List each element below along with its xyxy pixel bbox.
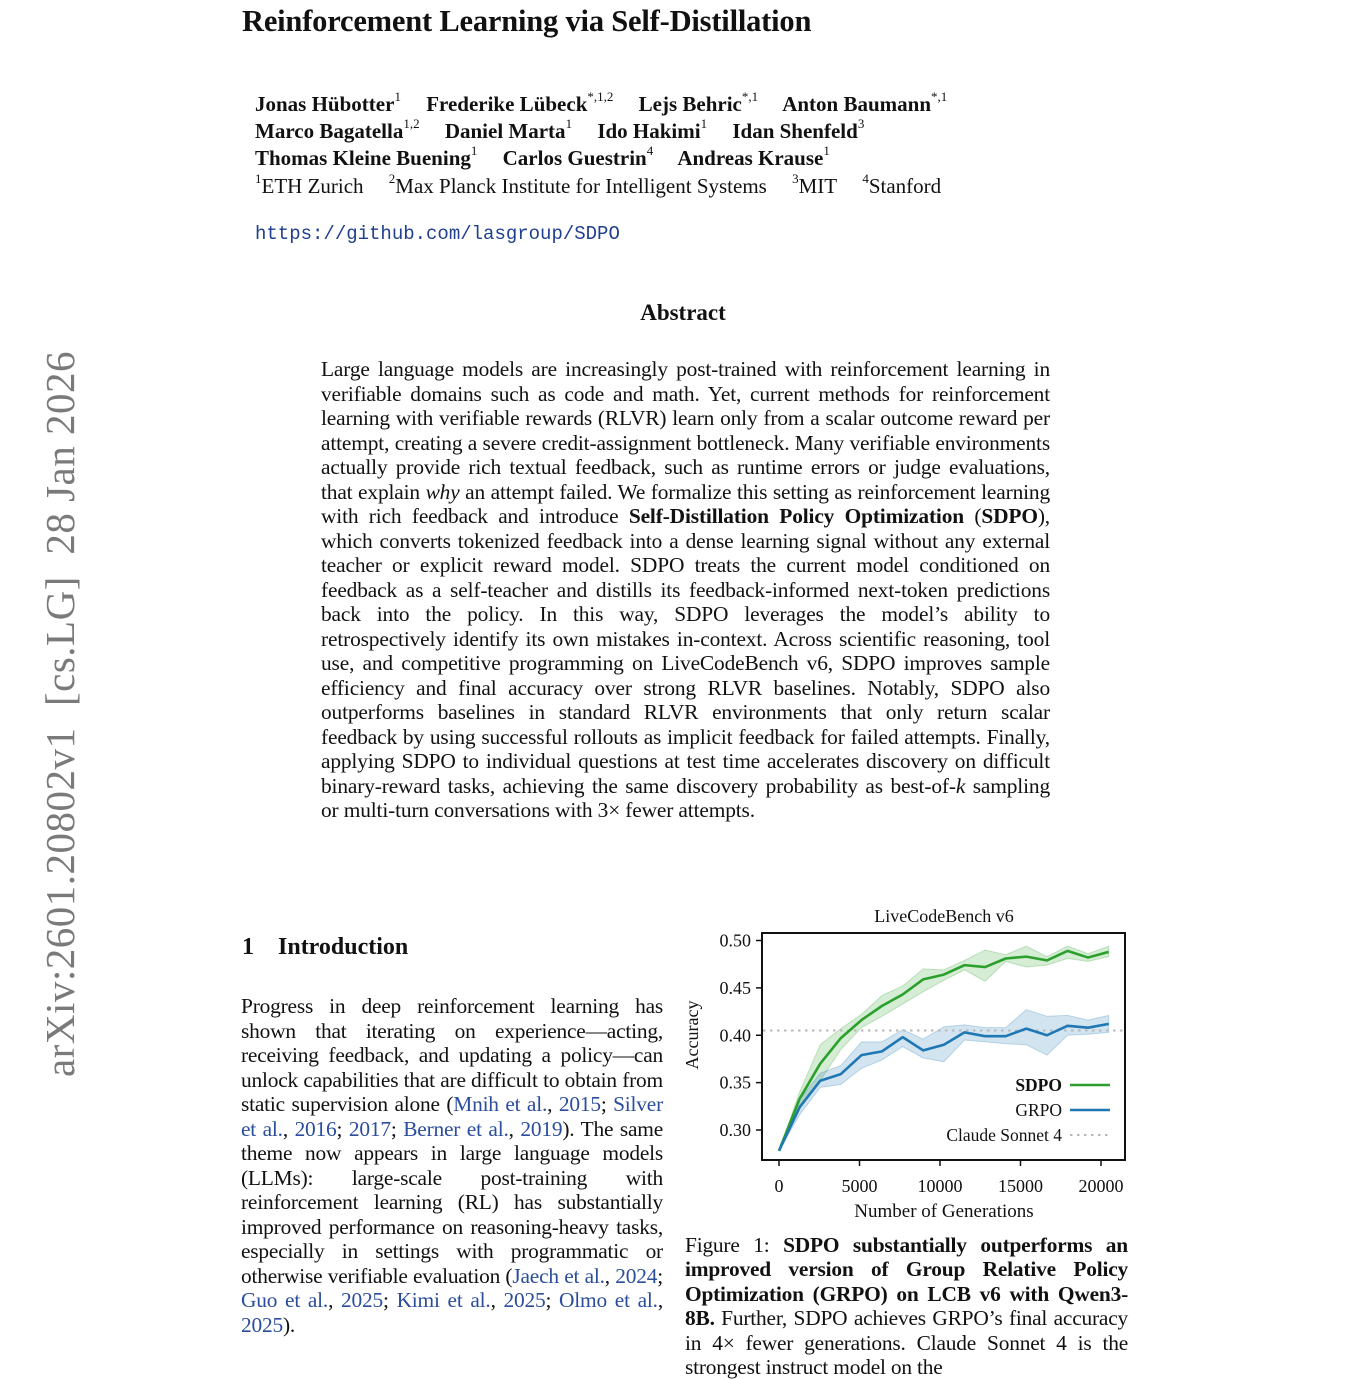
legend-label: SDPO — [1015, 1075, 1062, 1095]
author-name: Jonas Hübotter — [255, 92, 394, 116]
affiliation: Stanford — [869, 174, 941, 198]
abstract-text: an attempt failed. We formalize this setting as reinforcement learning with rich feedback and introduce — [321, 480, 1050, 529]
chart-title: LiveCodeBench v6 — [874, 906, 1013, 926]
author-line-2 — [255, 119, 864, 144]
author-affil-sup: *,1,2 — [587, 89, 613, 104]
citation-link[interactable]: Mnih et al. — [453, 1092, 547, 1116]
citation-link[interactable]: Kimi et al. — [397, 1288, 491, 1312]
citation-link[interactable]: 2025 — [341, 1288, 383, 1312]
arxiv-identifier-stamp: arXiv:2601.20802v1 [cs.LG] 28 Jan 2026 — [36, 304, 84, 1124]
author-affil-sup: *,1 — [931, 89, 947, 104]
affil-sup: 3 — [792, 171, 799, 186]
affil-sup: 1 — [255, 171, 262, 186]
figure-label: Figure 1: — [685, 1233, 783, 1257]
author-line-3 — [255, 146, 830, 171]
affil-sup: 2 — [389, 171, 396, 186]
author-name: Carlos Guestrin — [503, 146, 647, 170]
author-name: Andreas Krause — [677, 146, 823, 170]
body-text: , — [509, 1117, 521, 1141]
author-affil-sup: 1 — [566, 116, 573, 131]
body-text: ; — [657, 1264, 663, 1288]
x-tick-label: 10000 — [918, 1176, 963, 1196]
affil-sup: 4 — [862, 171, 869, 186]
body-text: ; — [601, 1092, 613, 1116]
citation-link[interactable]: 2016 — [295, 1117, 337, 1141]
body-text: , — [658, 1288, 663, 1312]
affiliations — [255, 174, 941, 199]
method-name: Self-Distillation Policy Optimization — [629, 504, 964, 528]
body-text: , — [491, 1288, 504, 1312]
y-tick-label: 0.45 — [720, 978, 752, 998]
y-tick-label: 0.30 — [720, 1120, 752, 1140]
citation-link[interactable]: Guo et al. — [241, 1288, 328, 1312]
affiliation: MIT — [799, 174, 838, 198]
citation-link[interactable]: Silver et al. — [241, 1092, 663, 1141]
section-number: 1 — [242, 934, 254, 960]
author-name: Marco Bagatella — [255, 119, 403, 143]
author-name: Ido Hakimi — [597, 119, 700, 143]
legend-label: Claude Sonnet 4 — [946, 1125, 1062, 1145]
y-tick-label: 0.40 — [720, 1025, 752, 1045]
affiliation: ETH Zurich — [262, 174, 364, 198]
author-affil-sup: 3 — [858, 116, 865, 131]
author-affil-sup: 1 — [471, 143, 478, 158]
author-name: Idan Shenfeld — [732, 119, 857, 143]
citation-link[interactable]: 2015 — [559, 1092, 601, 1116]
author-affil-sup: 1,2 — [403, 116, 419, 131]
body-text: , — [605, 1264, 616, 1288]
affiliation: Max Planck Institute for Intelligent Systems — [395, 174, 767, 198]
body-text: ; — [337, 1117, 349, 1141]
figure-1-chart — [676, 898, 1146, 1228]
author-name: Daniel Marta — [445, 119, 566, 143]
y-tick-label: 0.50 — [720, 931, 752, 951]
author-affil-sup: 1 — [701, 116, 708, 131]
repository-link[interactable]: https://github.com/lasgroup/SDPO — [255, 223, 620, 245]
body-text: Progress in deep reinforcement learning has shown that iterating on experience—acting, receiving feedback, and updating a policy—can unlock capabilities that are difficult to obtain from static supervision alone ( — [241, 994, 663, 1116]
y-axis-label: Accuracy — [682, 1001, 702, 1070]
x-tick-label: 15000 — [998, 1176, 1043, 1196]
citation-link[interactable]: 2017 — [349, 1117, 391, 1141]
legend-label: GRPO — [1015, 1100, 1062, 1120]
author-name: Frederike Lübeck — [426, 92, 587, 116]
figure-caption-bold: SDPO substantially outperforms an improved version of Group Relative Policy Optimization (GRPO) on LCB v6 with Qwen3-8B. — [685, 1233, 1128, 1330]
body-text: ; — [391, 1117, 403, 1141]
author-name: Lejs Behric — [639, 92, 742, 116]
citation-link[interactable]: 2019 — [520, 1117, 562, 1141]
abstract-emphasis: why — [426, 480, 460, 504]
x-tick-label: 20000 — [1079, 1176, 1124, 1196]
abstract-emphasis: k — [956, 774, 965, 798]
author-name: Anton Baumann — [782, 92, 931, 116]
section-title: Introduction — [278, 934, 408, 960]
citation-link[interactable]: Berner et al. — [403, 1117, 508, 1141]
abstract-heading: Abstract — [0, 300, 1366, 326]
method-acronym: SDPO — [981, 504, 1037, 528]
abstract-text: ( — [964, 504, 981, 528]
citation-link[interactable]: 2025 — [504, 1288, 546, 1312]
x-tick-label: 0 — [775, 1176, 784, 1196]
body-text: ). — [283, 1313, 295, 1337]
abstract-body — [321, 357, 1050, 823]
author-affil-sup: *,1 — [742, 89, 758, 104]
citation-link[interactable]: Olmo et al. — [559, 1288, 658, 1312]
figure-caption-text: Further, SDPO achieves GRPO’s final accuracy in 4× fewer generations. Claude Sonnet 4 is the strongest instruct model on the — [685, 1306, 1128, 1379]
figure-1-caption — [685, 1233, 1128, 1379]
author-affil-sup: 1 — [394, 89, 401, 104]
body-text: , — [283, 1117, 295, 1141]
body-text: ; — [546, 1288, 560, 1312]
y-tick-label: 0.35 — [720, 1073, 752, 1093]
paper-title: Reinforcement Learning via Self-Distillation — [242, 4, 811, 39]
section-heading-introduction — [242, 934, 408, 961]
body-text: ). The same theme now appears in large language models (LLMs): large-scale post-training with reinforcement learning (RL) has substantially improved performance on reasoning-heavy tasks, especially in settings with programmatic or otherwise verifiable evaluation ( — [241, 1117, 663, 1288]
introduction-body — [241, 994, 663, 1337]
abstract-text: ), which converts tokenized feedback into a dense learning signal without any external teacher or explicit reward model. SDPO treats the current model conditioned on feedback as a self-teacher and distills its feedback-informed next-token predictions back into the policy. In this way, SDPO leverages the model’s ability to retrospectively identify its own mistakes in-context. Across scientific reasoning, tool use, and competitive programming on LiveCodeBench v6, SDPO improves sample efficiency and final accuracy over strong RLVR baselines. Notably, SDPO also outperforms baselines in standard RLVR environments that only return scalar feedback by using successful rollouts as implicit feedback for failed attempts. Finally, applying SDPO to individual questions at test time accelerates discovery on difficult binary-reward tasks, achieving the same discovery probability as best-of- — [321, 504, 1050, 798]
author-affil-sup: 1 — [823, 143, 830, 158]
author-line-1 — [255, 92, 947, 117]
author-affil-sup: 4 — [647, 143, 654, 158]
abstract-text: Large language models are increasingly post-trained with reinforcement learning in verifiable domains such as code and math. Yet, current methods for reinforcement learning with verifiable rewards (RLVR) learn only from a scalar outcome reward per attempt, creating a severe credit-assignment bottleneck. Many verifiable environments actually provide rich textual feedback, such as runtime errors or judge evaluations, that explain — [321, 357, 1050, 504]
x-tick-label: 5000 — [842, 1176, 878, 1196]
citation-link[interactable]: Jaech et al. — [512, 1264, 604, 1288]
citation-link[interactable]: 2024 — [615, 1264, 657, 1288]
body-text: ; — [383, 1288, 397, 1312]
author-name: Thomas Kleine Buening — [255, 146, 471, 170]
citation-link[interactable]: 2025 — [241, 1313, 283, 1337]
x-axis-label: Number of Generations — [854, 1201, 1033, 1222]
abstract-text: sampling or multi-turn conversations with 3× fewer attempts. — [321, 774, 1050, 823]
body-text: , — [547, 1092, 559, 1116]
body-text: , — [328, 1288, 341, 1312]
